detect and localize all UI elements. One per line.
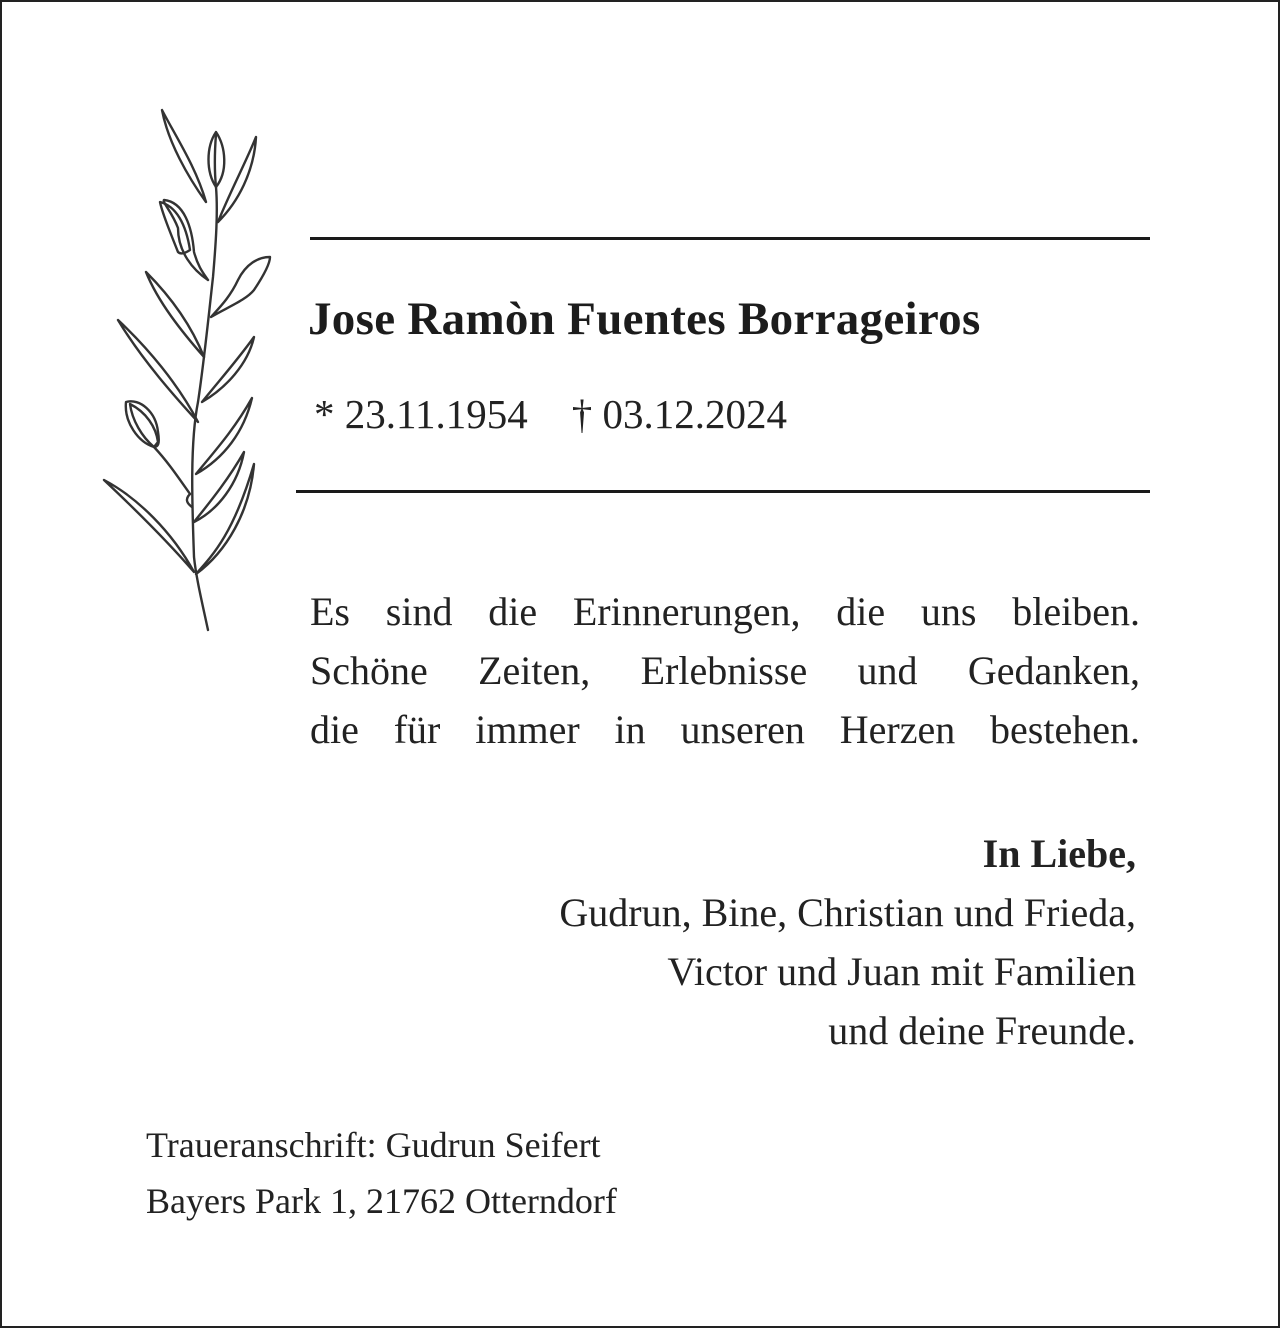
signoff-line: Gudrun, Bine, Christian und Frieda, [559, 890, 1136, 935]
top-divider [310, 237, 1150, 240]
address-line-2: Bayers Park 1, 21762 Otterndorf [146, 1181, 617, 1221]
poem-line: Es sind die Erinnerungen, die uns bleiben. [310, 589, 1140, 634]
leaf-branch-icon [98, 102, 278, 642]
deceased-name: Jose Ramòn Fuentes Borrageiros [308, 293, 981, 345]
poem-line: die für immer in unseren Herzen bestehen. [310, 707, 1140, 752]
signoff-line: und deine Freunde. [828, 1008, 1136, 1053]
poem-line: Schöne Zeiten, Erlebnisse und Gedanken, [310, 648, 1140, 693]
signoff-lead: In Liebe, [982, 831, 1136, 876]
memorial-poem [310, 582, 1140, 759]
signoff-line: Victor und Juan mit Familien [667, 949, 1136, 994]
bottom-divider [296, 490, 1150, 493]
signoff [559, 824, 1136, 1060]
mourning-address [146, 1117, 617, 1229]
address-line-1: Traueranschrift: Gudrun Seifert [146, 1125, 601, 1165]
life-dates [314, 390, 787, 438]
birth-date: * 23.11.1954 [314, 391, 528, 437]
death-date: † 03.12.2024 [571, 391, 787, 437]
